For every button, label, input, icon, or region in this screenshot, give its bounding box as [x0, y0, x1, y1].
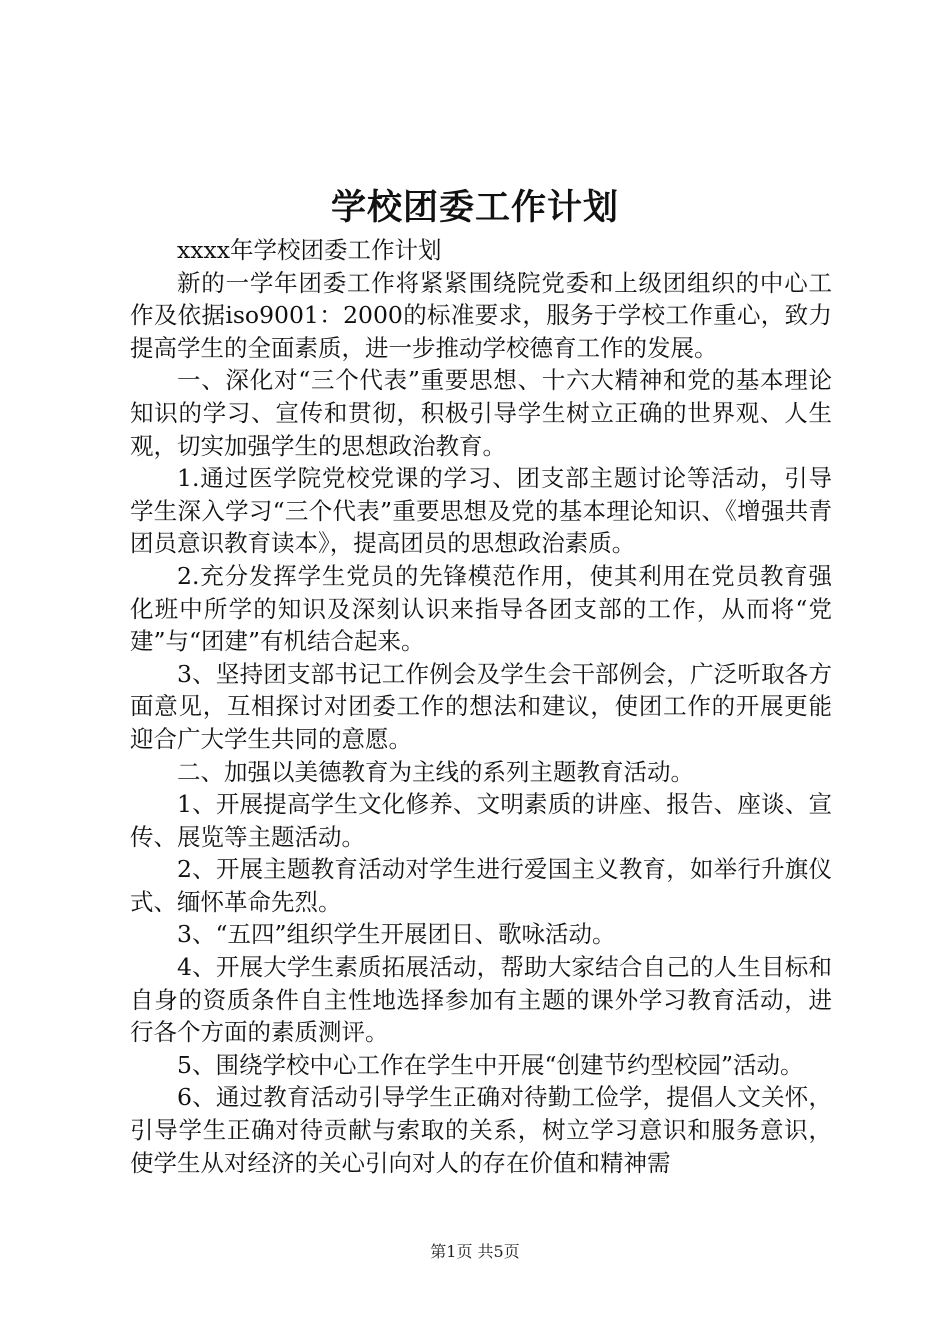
paragraph-section-2: 二、加强以美德教育为主线的系列主题教育活动。	[177, 757, 694, 786]
paragraph-subtitle: xxxx年学校团委工作计划	[177, 236, 442, 264]
paragraph-item-2-3: 3、“五四”组织学生开展团日、歌咏活动。	[177, 920, 616, 949]
page-footer: 第1页 共5页	[430, 1242, 520, 1261]
paragraph-item-2-1: 1、开展提高学生文化修养、文明素质的讲座、报告、座谈、宣传、展览等主题活动。	[130, 790, 832, 851]
document-title: 学校团委工作计划	[330, 187, 619, 228]
document-body	[130, 234, 832, 1179]
paragraph-item-2-4: 4、开展大学生素质拓展活动，帮助大家结合自己的人生目标和自身的资质条件自主性地选择参加有主题的课外学习教育活动，进行各个方面的素质测评。	[130, 953, 832, 1047]
paragraph-item-1-3: 3、坚持团支部书记工作例会及学生会干部例会，广泛听取各方面意见，互相探讨对团委工作的想法和建议，使团工作的开展更能迎合广大学生共同的意愿。	[130, 659, 832, 753]
paragraph-intro: 新的一学年团委工作将紧紧围绕院党委和上级团组织的中心工作及依据iso9001：2000的标准要求，服务于学校工作重心，致力提高学生的全面素质，进一步推动学校德育工作的发展。	[130, 268, 832, 362]
paragraph-item-1-1: 1.通过医学院党校党课的学习、团支部主题讨论等活动，引导学生深入学习“三个代表”重要思想及党的基本理论知识、《增强共青团员意识教育读本》，提高团员的思想政治素质。	[130, 464, 832, 558]
paragraph-item-2-5: 5、围绕学校中心工作在学生中开展“创建节约型校园”活动。	[177, 1050, 804, 1079]
paragraph-item-1-2: 2.充分发挥学生党员的先锋模范作用，使其利用在党员教育强化班中所学的知识及深刻认识来指导各团支部的工作，从而将“党建”与“团建”有机结合起来。	[130, 561, 832, 656]
paragraph-item-2-6: 6、通过教育活动引导学生正确对待勤工俭学，提倡人文关怀，引导学生正确对待贡献与索取的关系，树立学习意识和服务意识，使学生从对经济的关心引向对人的存在价值和精神需	[130, 1083, 832, 1177]
paragraph-section-1: 一、深化对“三个代表”重要思想、十六大精神和党的基本理论知识的学习、宣传和贯彻，积极引导学生树立正确的世界观、人生观，切实加强学生的思想政治教育。	[130, 366, 832, 460]
paragraph-item-2-2: 2、开展主题教育活动对学生进行爱国主义教育，如举行升旗仪式、缅怀革命先烈。	[130, 855, 832, 916]
